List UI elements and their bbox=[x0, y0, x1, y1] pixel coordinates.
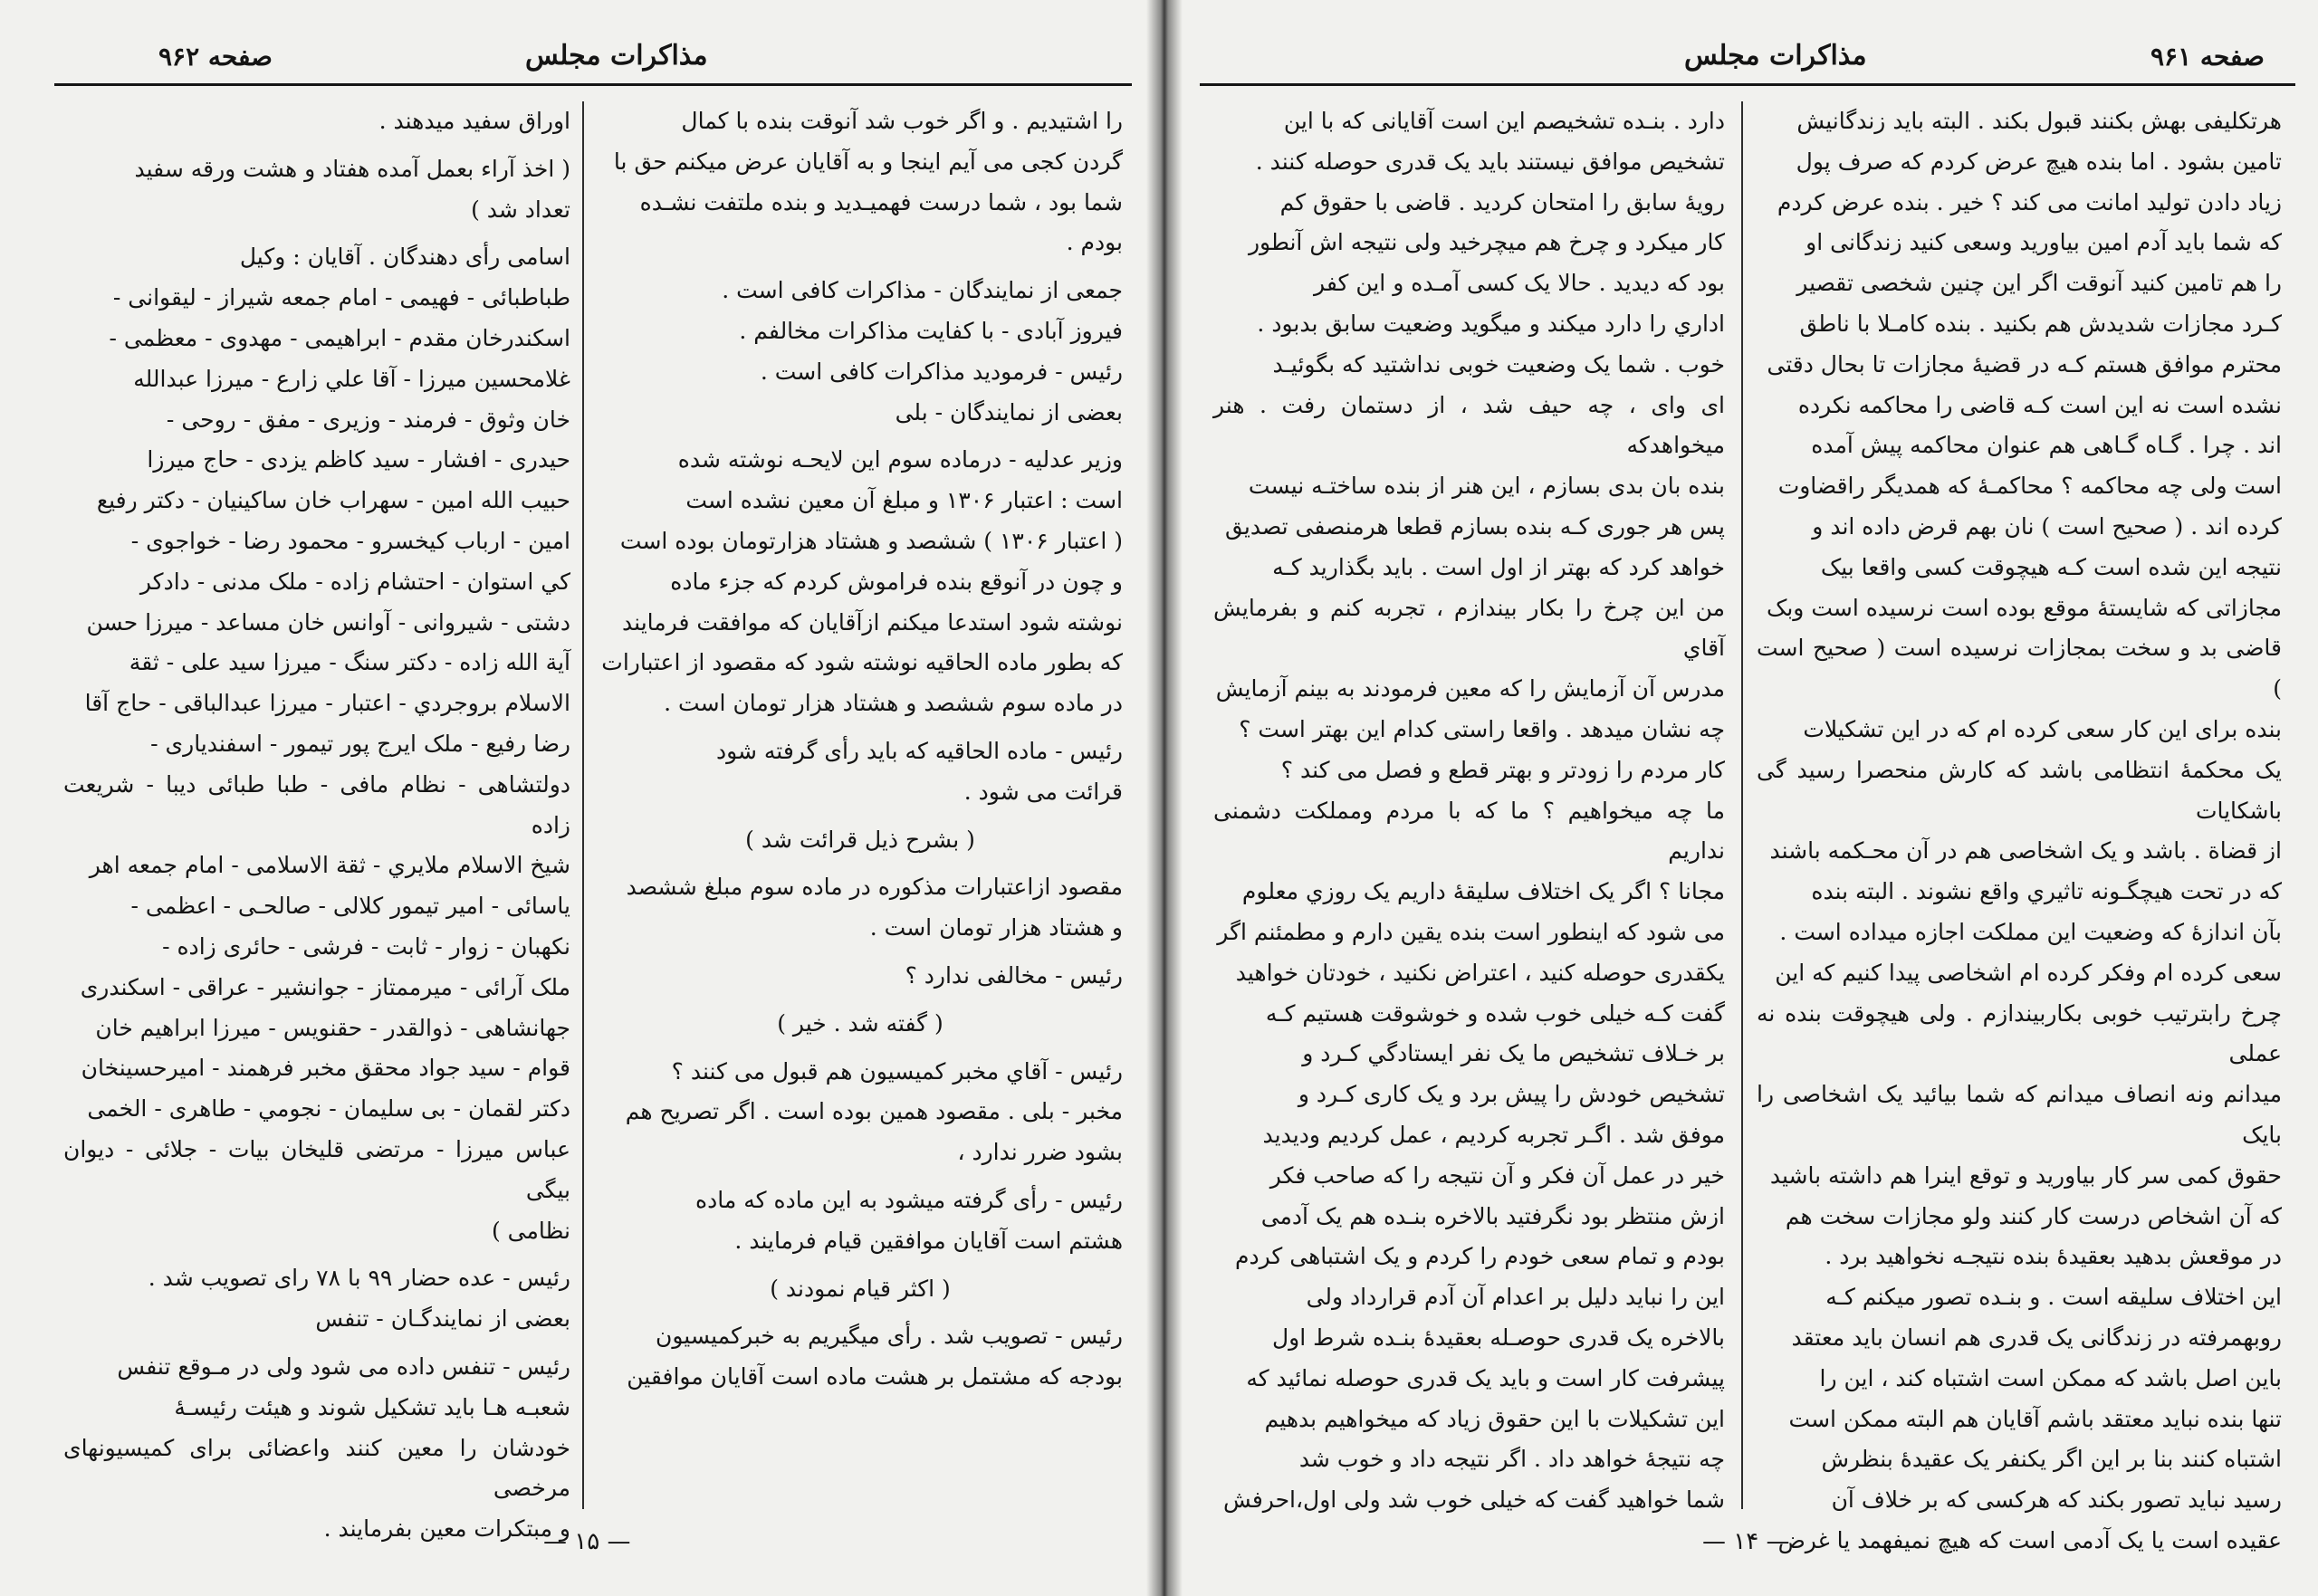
left-column-divider bbox=[582, 101, 584, 1509]
right-page-header bbox=[1200, 34, 2295, 81]
paragraph: رئیس - آقاي مخبر کمیسیون هم قبول می کنند ؟ مخبر - بلی . مقصود همین بوده است . اگر تصریح هم بشود ضرر ندارد ، bbox=[625, 1057, 1123, 1166]
paragraph: ( گفته شد . خیر ) bbox=[777, 1009, 943, 1037]
right-page-number: صفحه ۹۶۱ bbox=[2150, 42, 2265, 72]
left-page-footer: — ۱۵ — bbox=[543, 1528, 631, 1555]
right-page-title: مذاکرات مجلس bbox=[1684, 40, 1867, 72]
right-column-divider bbox=[1741, 101, 1743, 1509]
left-header-rule bbox=[54, 83, 1132, 86]
book-gutter bbox=[1146, 0, 1183, 1596]
left-page-header bbox=[54, 34, 1132, 81]
paragraph: را اشتیدیم . و اگر خوب شد آنوقت بنده با کمال گردن کجی می آیم اینجا و به آقایان عرض میکنم حق با شما بود ، شما درست فهمیـدید و بنده ملتفت نشـده بودم . bbox=[613, 108, 1123, 256]
right-page bbox=[1164, 0, 2318, 1596]
paragraph: رئیس - مخالفی ندارد ؟ bbox=[905, 961, 1123, 989]
column-text bbox=[63, 101, 570, 1550]
column-text bbox=[598, 101, 1123, 1398]
right-page-column-left bbox=[1213, 101, 1725, 1514]
paragraph: رئیس - تنفس داده می شود ولی در مـوقع تنفس شعبـه هـا باید تشکیل شوند و هیئت رئیسـهٔ خودشان را معین کنند واعضائی برای کمیسیونهای مرخصی و مبتکرات معین بفرمایند . bbox=[63, 1352, 570, 1543]
paragraph: اوراق سفید میدهند . bbox=[378, 108, 570, 134]
paragraph: جمعی از نمایندگان - مذاکرات کافی است . فیروز آبادی - با کفایت مذاکرات مخالفم . رئیس - فرمودید مذاکرات کافی است . بعضی از نمایندگان - بلی bbox=[722, 277, 1123, 425]
left-page-column-right bbox=[598, 101, 1123, 1514]
right-page-footer: — ۱۴ — bbox=[1702, 1528, 1790, 1555]
paragraph: ( اخذ آراء بعمل آمده هفتاد و هشت ورقه سفید تعداد شد ) bbox=[134, 155, 570, 223]
paragraph: هرتکلیفی بهش بکنند قبول بکند . البته باید زندگانیش تامین بشود . اما بنده هیچ عرض کردم که صرف پول زیاد دادن تولید امانت می کند ؟ خیر . بنده عرض کردم که شما باید آدم امین بیاورید وسعی کنید زندگانی او را هم تامین کنید آنوقت اگر این چنین شخصی تقصیر کـرد مجازات شدیدش هم بکنید . بنده کامـلا با ناطق محترم موافق هستم کـه در قضیهٔ مجازات تا بحال دقتی نشده است نه این است کـه قاضی را محاکمه نکرده اند . چرا . گـاه گـاهی هم عنوان محاکمه پیش آمده است ولی چه محاکمه ؟ محاکمـهٔ که همدیگر راقضاوت کرده اند . ( صحیح است ) نان بهم قرض داده اند و نتیجه این شده است کـه هیچوقت کسی واقعا بیک مجازاتی که شایستهٔ موقع بوده است نرسیده است وبک قاضی بد و سخت بمجازات نرسیده است ( صحیح است ) بنده برای این کار سعی کرده ام که در این تشکیلات یک محکمهٔ انتظامی باشد که کارش منحصرا رسید گی باشکایات از قضاة . باشد و یک اشخاصی هم در آن محـکمه باشند که در تحت هیچگـونه تاثیري واقع نشوند . البته بنده بآن اندازهٔ که وضعیت این مملکت اجازه میداده است . سعی کرده ام وفکر کرده ام اشخاصی پیدا کنیم که این چرخ رابترتیب خوبی بکاربیندازم . ولی هیچوقت بنده نه عملی میدانم ونه انصاف میدانم که شما بیائید یک اشخاصی را بایک حقوق کمی سر کار بیاورید و توقع اینرا هم داشته باشید که آن اشخاص درست کار کنند ولو مجازات سخت هم در موقعش بدهید بعقیدهٔ بنده نتیجـه نخواهید برد . این اختلاف سلیقه است . و بنـده تصور میکنم کـه روبهمرفته در زندگانی یک قدری هم انسان باید معتقد باین اصل باشد که ممکن است اشتباه کند ، این را تنها بنده نباید معتقد باشم آقایان هم البته ممکن است اشتباه کنند بنا بر این اگر یکنفر یک عقیدهٔ بنظرش رسید نباید تصور بکند که هرکسی که بر خلاف آن عقیده است یا یک آدمی است که هیچ نمیفهمد یا غرض bbox=[1757, 108, 2282, 1553]
paragraph: اسامی رأی دهندگان . آقایان : وکیل طباطبائی - فهیمی - امام جمعه شیراز - لیقوانی - اسکندرخان مقدم - ابراهیمی - مهدوی - معظمی - غلامحسین میرزا - آقا علي زارع - میرزا عبدالله خان وثوق - فرمند - وزیری - مفق - روحی - حیدری - افشار - سید کاظم یزدی - حاج میرزا حبیب الله امین - سهراب خان ساکینیان - دکتر رفیع امین - ارباب کیخسرو - محمود رضا - خواجوی - کي استوان - احتشام زاده - ملک مدنی - دادکر دشتی - شیروانی - آوانس خان مساعد - میرزا حسن آیة الله زاده - دکتر سنگ - میرزا سید علی - ثقة الاسلام بروجردي - اعتبار - میرزا عبدالباقی - حاج آقا رضا رفیع - ملک ایرج پور تیمور - اسفندیاری - دولتشاهی - نظام مافی - طبا طبائی دیبا - شریعت زاده شیخ الاسلام ملایري - ثقة الاسلامی - امام جمعه اهر یاسائی - امیر تیمور کلالی - صالحـی - اعظمی - نکهبان - زوار - ثابت - فرشی - حائری زاده - ملک آرائی - میرممتاز - جوانشیر - عراقی - اسکندری جهانشاهی - ذوالقدر - حقنویس - میرزا ابراهیم خان قوام - سید جواد محقق مخبر فرهمند - امیرحسینخان دکتر لقمان - بی سلیمان - نجومي - طاهری - الخمی عباس میرزا - مرتضی قلیخان بیات - جلائی - دیوان بیگی نظامی ) bbox=[63, 244, 570, 1244]
paragraph: رئیس - ماده الحاقیه که باید رأی گرفته شود قرائت می شود . bbox=[715, 737, 1123, 805]
left-page-column-left bbox=[63, 101, 570, 1543]
paragraph: ( اکثر قیام نمودند ) bbox=[770, 1275, 951, 1302]
right-page-column-right bbox=[1757, 101, 2282, 1553]
paragraph: دارد . بنـده تشخیصم این است آقایانی که با این تشخیص موافق نیستند باید یک قدری حوصله کنند . رویهٔ سابق را امتحان کردید . قاضی با حقوق کم کار میکرد و چرخ هم میچرخید ولی نتیجه اش آنطور بود که دیدید . حالا یک کسی آمـده و این کفر اداري را دارد میکند و میگوید وضعیت سابق بدبود . خوب . شما یک وضعیت خوبی نداشتید که بگوئیـد ای وای ، چه حیف شد ، از دستمان رفت . هنر میخواهدکه بنده بان بدی بسازم ، این هنر از بنده ساختـه نیست پس هر جوری کـه بنده بسازم قطعا هرمنصفی تصدیق خواهد کرد که بهتر از اول است . باید بگذارید کـه من این چرخ را بکار بیندازم ، تجربه کنم و بفرمایش آقاي مدرس آن آزمایش را که معین فرمودند به بینم آزمایش چه نشان میدهد . واقعا راستی کدام این بهتر است ؟ کار مردم را زودتر و بهتر قطع و فصل می کند ؟ ما چه میخواهیم ؟ ما که با مردم ومملکت دشمنی نداریم مجانا ؟ اگر یک اختلاف سلیقهٔ داریم یک روزي معلوم می شود که اینطور است بنده یقین دارم و مطمئنم اگر یکقدری حوصله کنید ، اعتراض نکنید ، خودتان خواهید گفت کـه خیلی خوب شده و خوشوقت هستیم کـه بر خـلاف تشخیص ما یک نفر ایستادگي کـرد و تشخیص خودش را پیش برد و یک کاری کـرد و موفق شد . اگـر تجربه کردیم ، عمل کردیم ودیدید خیر در عمل آن فکر و آن نتیجه را که صاحب فکر ازش منتظر بود نگرفتید بالاخره بنـده هم یک آدمی بودم و تمام سعی خودم را کردم و یک اشتباهی کردم این را نباید دلیل بر اعدام آن آدم قرارداد ولی بالاخره یک قدری حوصـله بعقیدهٔ بنـده شرط اول پیشرفت کار است و باید یک قدری حوصله نمائید که این تشکیلات با این حقوق زیاد که میخواهیم بدهیم چه نتیجهٔ خواهد داد . اگر نتیجه داد و خوب شد شما خواهید گفت که خیلی خوب شد ولی اول،احرفش bbox=[1213, 108, 1725, 1514]
paragraph: ( بشرح ذیل قرائت شد ) bbox=[745, 826, 975, 853]
left-page-number: صفحه ۹۶۲ bbox=[158, 42, 273, 72]
paragraph: رئیس - عده حضار ۹۹ با ۷۸ رای تصویب شد . بعضی از نمایندگـان - تنفس bbox=[148, 1265, 570, 1333]
left-page-title: مذاکرات مجلس bbox=[525, 40, 708, 72]
column-text bbox=[1757, 101, 2282, 1562]
right-header-rule bbox=[1200, 83, 2295, 86]
paragraph: رئیس - رأی گرفته میشود به این ماده که ماده هشتم است آقایان موافقین قیام فرمایند . bbox=[695, 1186, 1123, 1254]
paragraph: مقصود ازاعتبارات مذکوره در ماده سوم مبلغ ششصد و هشتاد هزار تومان است . bbox=[626, 874, 1123, 941]
column-text bbox=[1213, 101, 1725, 1521]
paragraph: وزیر عدلیه - درماده سوم این لایحـه نوشته شده است : اعتبار ۱۳۰۶ و مبلغ آن معین نشده است ( اعتبار ۱۳۰۶ ) ششصد و هشتاد هزارتومان بوده است و چون در آنوقع بنده فراموش کردم که جزء ماده نوشته شود استدعا میکنم ازآقایان که موافقت فرمایند که بطور ماده الحاقیه نوشته شود که مقصود از اعتبارات در ماده سوم ششصد و هشتاد هزار تومان است . bbox=[601, 446, 1123, 717]
paragraph: رئیس - تصویب شد . رأی میگیریم به خبرکمیسیون بودجه که مشتمل بر هشت ماده است آقایان موافقین bbox=[627, 1323, 1123, 1391]
